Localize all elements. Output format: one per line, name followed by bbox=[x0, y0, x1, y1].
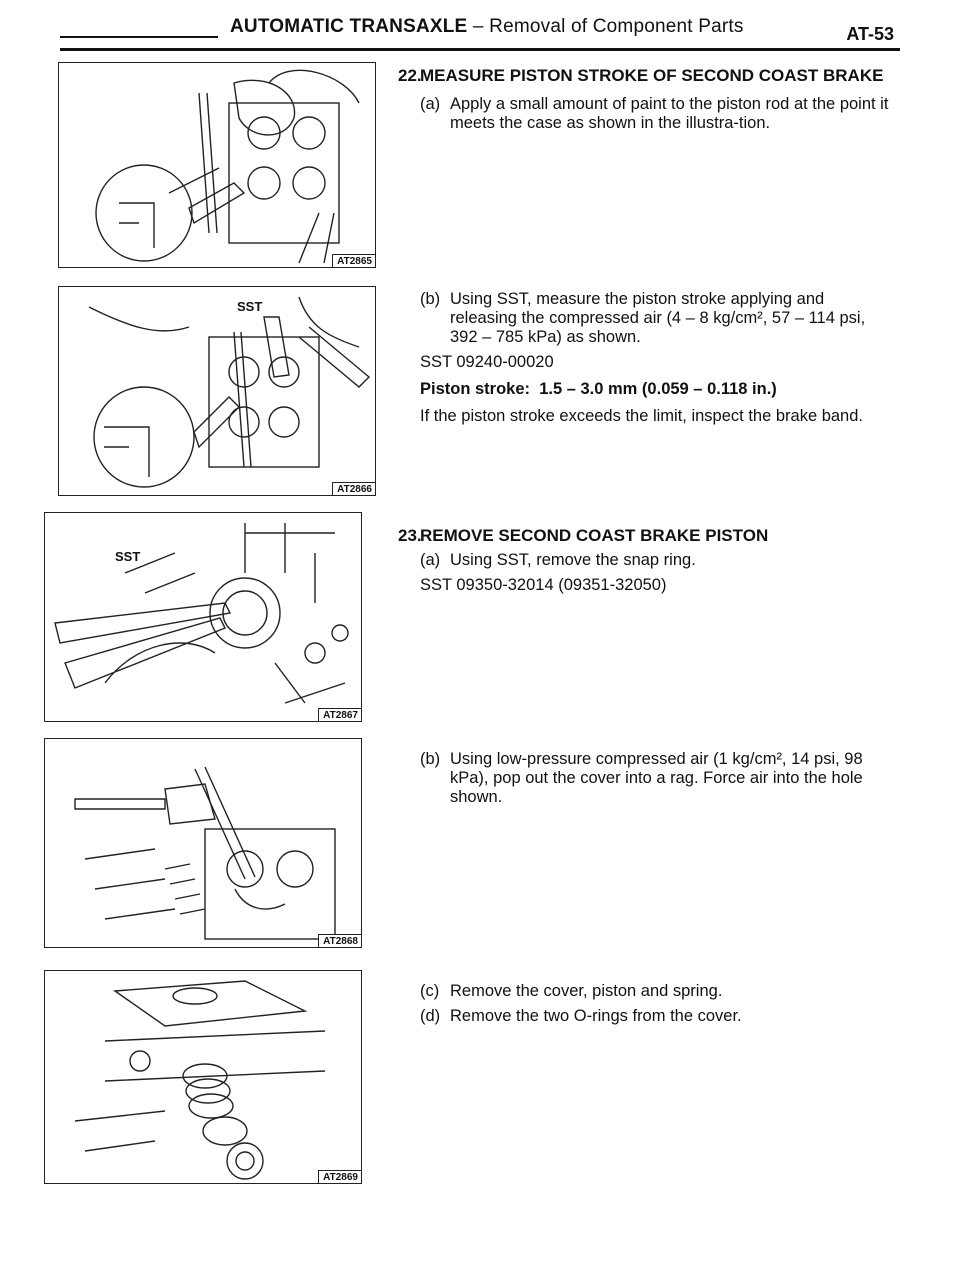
step-22b-text: Using SST, measure the piston stroke applying and releasing the compressed air (4 – 8 kg/cm², 57 – 114 psi, 392 – 785 kPa) as shown. bbox=[450, 290, 866, 346]
step-23a-text: Using SST, remove the snap ring. bbox=[450, 551, 696, 569]
step-23-heading bbox=[398, 526, 890, 545]
step-22b-label: (b) bbox=[420, 290, 441, 308]
figure-code: AT2865 bbox=[332, 254, 375, 267]
page-header bbox=[60, 14, 900, 58]
step-23-sst: SST 09350-32014 (09351-32050) bbox=[420, 576, 667, 594]
step-22-title: MEASURE PISTON STROKE OF SECOND COAST BRAKE bbox=[420, 66, 884, 85]
step-23a bbox=[420, 551, 890, 570]
page-number: AT-53 bbox=[846, 24, 894, 44]
figure-code: AT2869 bbox=[318, 1170, 361, 1183]
sst-callout: SST bbox=[115, 549, 141, 564]
step-22-sst: SST 09240-00020 bbox=[420, 353, 554, 371]
piston-spring-illustration bbox=[45, 971, 361, 1183]
step-22a-label: (a) bbox=[420, 95, 441, 113]
step-22 bbox=[398, 66, 890, 133]
step-23d bbox=[420, 1007, 890, 1026]
step-23d-label: (d) bbox=[420, 1007, 441, 1025]
step-23c-text: Remove the cover, piston and spring. bbox=[450, 982, 723, 1000]
header-rule bbox=[60, 48, 900, 51]
figure-code: AT2866 bbox=[332, 482, 375, 495]
figure-measure-stroke bbox=[58, 286, 376, 496]
step-23-number: 23. bbox=[398, 526, 422, 545]
figure-air-pop-cover bbox=[44, 738, 362, 948]
step-23b-label: (b) bbox=[420, 750, 441, 768]
figure-code: AT2868 bbox=[318, 934, 361, 947]
step-22b bbox=[420, 290, 890, 347]
spec-label: Piston stroke: bbox=[420, 380, 531, 398]
section-title-rest: – Removal of Component Parts bbox=[467, 16, 744, 37]
step-23d-text: Remove the two O-rings from the cover. bbox=[450, 1007, 742, 1025]
sst-callout: SST bbox=[237, 299, 263, 314]
step-22b-block bbox=[420, 290, 890, 426]
step-23a-label: (a) bbox=[420, 551, 441, 569]
step-23cd-block bbox=[420, 982, 890, 1026]
snap-ring-pliers-illustration bbox=[45, 513, 361, 721]
step-23c-label: (c) bbox=[420, 982, 440, 1000]
section-title bbox=[230, 16, 744, 38]
step-23b bbox=[420, 750, 890, 807]
figure-paint-piston-rod bbox=[58, 62, 376, 268]
header-rule-short bbox=[60, 36, 218, 38]
step-22-limit: If the piston stroke exceeds the limit, inspect the brake band. bbox=[420, 407, 863, 425]
step-23b-block bbox=[420, 750, 890, 807]
step-22a bbox=[420, 95, 890, 133]
figure-remove-snap-ring bbox=[44, 512, 362, 722]
step-23c bbox=[420, 982, 890, 1001]
compressed-air-illustration bbox=[45, 739, 361, 947]
figure-code: AT2867 bbox=[318, 708, 361, 721]
step-23-title: REMOVE SECOND COAST BRAKE PISTON bbox=[420, 526, 769, 545]
section-title-bold: AUTOMATIC TRANSAXLE bbox=[230, 16, 468, 37]
stroke-measure-illustration bbox=[59, 287, 375, 495]
step-23 bbox=[398, 526, 890, 595]
figure-remove-piston-spring bbox=[44, 970, 362, 1184]
step-23b-text: Using low-pressure compressed air (1 kg/cm², 14 psi, 98 kPa), pop out the cover into a rag. Force air into the hole shown. bbox=[450, 750, 863, 806]
piston-stroke-spec bbox=[420, 380, 890, 399]
spec-value: 1.5 – 3.0 mm (0.059 – 0.118 in.) bbox=[539, 380, 777, 398]
step-22-heading bbox=[398, 66, 890, 85]
step-22-number: 22. bbox=[398, 66, 422, 85]
paint-brush-illustration bbox=[59, 63, 375, 267]
step-22a-text: Apply a small amount of paint to the piston rod at the point it meets the case as shown in the illustra-tion. bbox=[450, 95, 889, 132]
